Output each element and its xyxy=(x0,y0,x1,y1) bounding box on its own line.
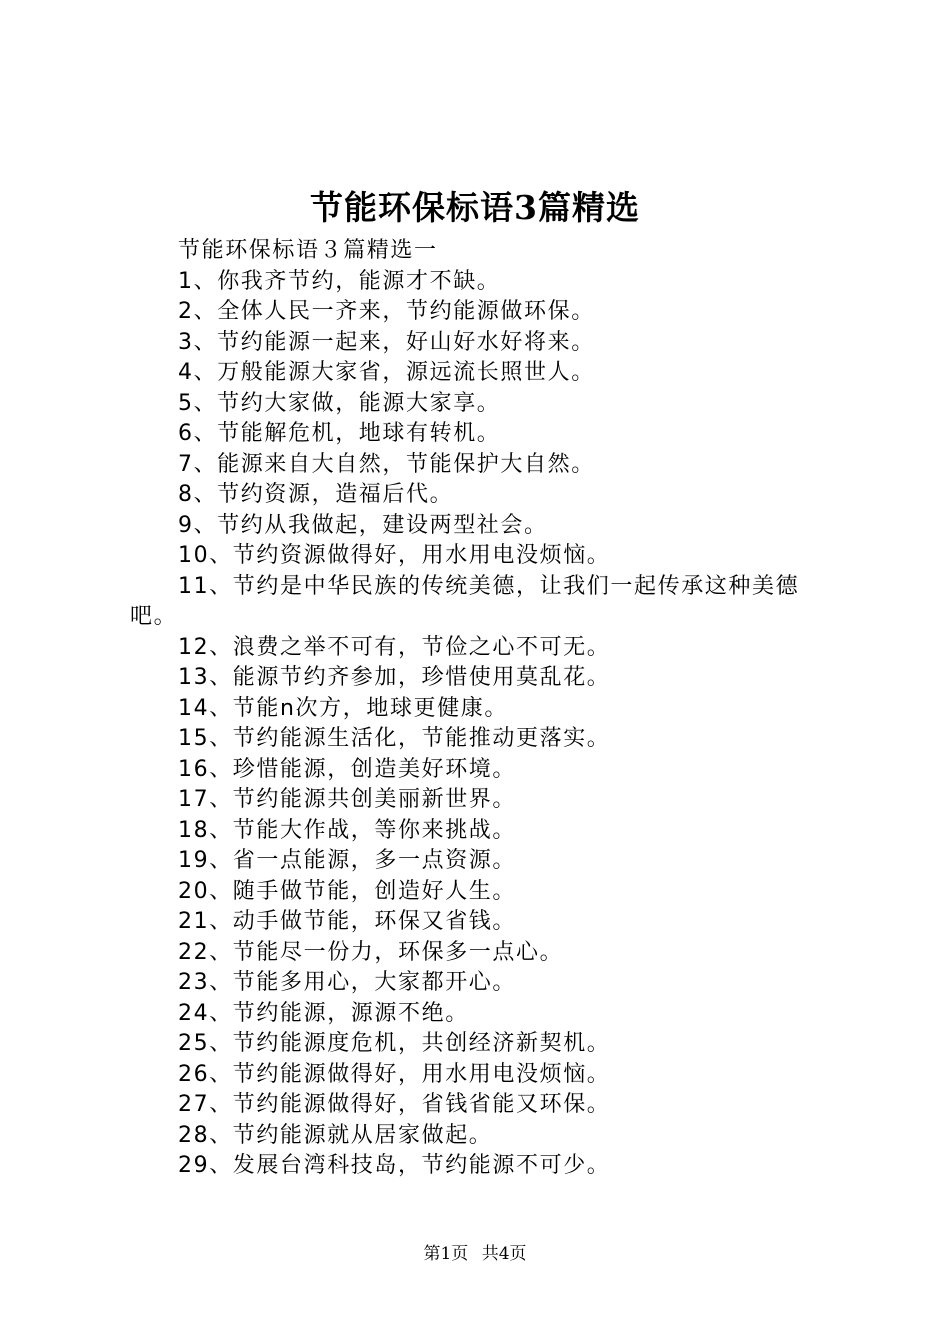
document-title: 节能环保标语3篇精选 xyxy=(310,188,640,227)
list-item: 4、万般能源大家省，源远流长照世人。 xyxy=(178,360,595,385)
list-item: 2、全体人民一齐来，节约能源做环保。 xyxy=(178,299,595,324)
list-item: 27、节约能源做得好，省钱省能又环保。 xyxy=(178,1092,611,1117)
list-item: 23、节能多用心，大家都开心。 xyxy=(178,970,516,995)
list-item: 21、动手做节能，环保又省钱。 xyxy=(178,909,516,934)
list-item: 18、节能大作战，等你来挑战。 xyxy=(178,817,516,843)
list-item: 8、节约资源，造福后代。 xyxy=(178,482,454,507)
page-total: 共4页 xyxy=(481,1244,527,1264)
list-item: 26、节约能源做得好，用水用电没烦恼。 xyxy=(178,1061,611,1087)
list-item: 1、你我齐节约，能源才不缺。 xyxy=(178,268,501,294)
list-item: 15、节约能源生活化，节能推动更落实。 xyxy=(178,726,611,751)
list-item: 24、节约能源，源源不绝。 xyxy=(178,1000,469,1026)
list-item: 22、节能尽一份力，环保多一点心。 xyxy=(178,939,564,965)
list-item: 28、节约能源就从居家做起。 xyxy=(178,1122,493,1148)
section-heading: 节能环保标语３篇精选一 xyxy=(178,238,438,263)
list-item: 7、能源来自大自然，节能保护大自然。 xyxy=(178,451,595,477)
list-item: 13、能源节约齐参加，珍惜使用莫乱花。 xyxy=(178,665,611,690)
list-item: 17、节约能源共创美丽新世界。 xyxy=(178,787,516,812)
list-item: 20、随手做节能，创造好人生。 xyxy=(178,878,516,904)
page-number: 第1页 xyxy=(423,1244,469,1264)
page-footer xyxy=(0,1242,950,1266)
list-item: 29、发展台湾科技岛，节约能源不可少。 xyxy=(178,1153,611,1178)
list-item: 11、节约是中华民族的传统美德，让我们一起传承这种美德吧。 xyxy=(130,573,800,629)
list-item: 14、节能n次方，地球更健康。 xyxy=(178,695,508,721)
document-body xyxy=(130,236,832,1182)
list-item: 10、节约资源做得好，用水用电没烦恼。 xyxy=(178,543,611,568)
list-item: 12、浪费之举不可有，节俭之心不可无。 xyxy=(178,634,611,660)
list-item: 16、珍惜能源，创造美好环境。 xyxy=(178,756,516,782)
list-item: 3、节约能源一起来，好山好水好将来。 xyxy=(178,329,595,355)
list-item: 9、节约从我做起，建设两型社会。 xyxy=(178,512,548,538)
list-item: 6、节能解危机，地球有转机。 xyxy=(178,421,501,446)
list-item: 19、省一点能源，多一点资源。 xyxy=(178,848,516,873)
list-item: 25、节约能源度危机，共创经济新契机。 xyxy=(178,1031,611,1056)
list-item: 5、节约大家做，能源大家享。 xyxy=(178,390,501,416)
